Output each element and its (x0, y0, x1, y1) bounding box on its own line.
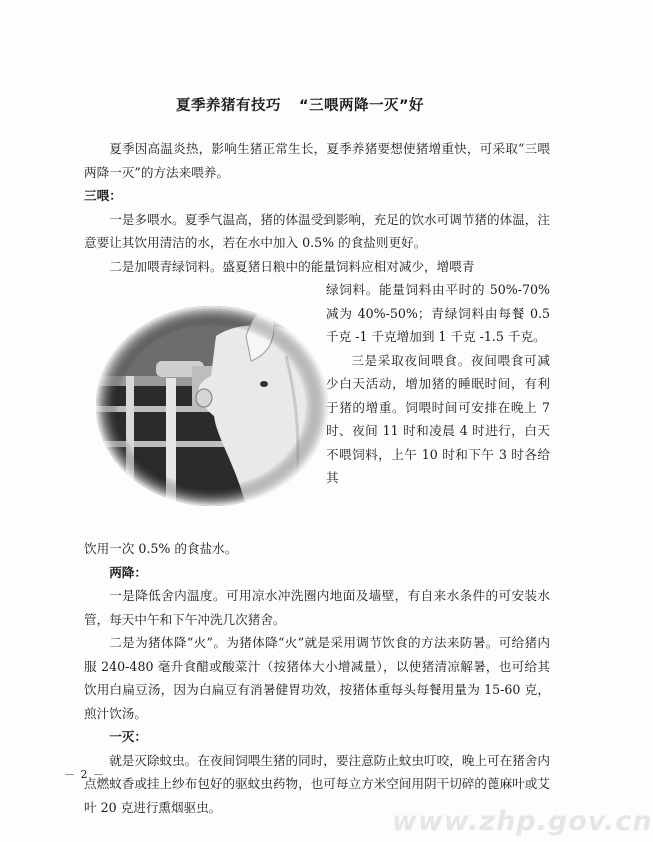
article-body (84, 137, 550, 819)
paragraph-green-feed-lead: 二是加喂青绿饲料。盛夏猪日粮中的能量饲料应相对减少，增喂青 (109, 258, 475, 274)
title-slogan: “三喂两降一灭”好 (298, 98, 425, 114)
paragraph-water: 一是多喂水。夏季气温高，猪的体温受到影响，充足的饮水可调节猪的体温，注意要让其饮用清洁的水，若在水中加入 0.5% 的食盐则更好。 (84, 211, 550, 250)
site-watermark: www.zhp.gov.cn (392, 806, 653, 837)
paragraph-green-feed-rest: 绿饲料。能量饲料由平时的 50%-70% 减为 40%-50%；青绿饲料由每餐 0.5 千克 -1 千克增加到 1 千克 -1.5 千克。 (326, 282, 550, 344)
text-column-right (326, 278, 550, 490)
paragraph-reduce-fire: 二是为猪体降“火”。为猪体降“火”就是采用调节饮食的方法来防暑。可给猪内服 240-480 毫升食醋或酸菜汁（按猪体大小增减量），以使猪清凉解暑，也可给其饮用白扁豆汤，因为白扁豆有消暑健胃功效，按猪体重每头每餐用量为 15-60 克，煎汁饮汤。 (84, 635, 550, 721)
heading-one-kill: 一灭： (109, 729, 147, 744)
paragraph-night-feeding: 三是采取夜间喂食。夜间喂食可减少白天活动，增加猪的睡眠时间，有利于猪的增重。饲喂时间可安排在晚上 7 时、夜间 11 时和凌晨 4 时进行，白天不喂饲料，上午 10 时和下午 3 时各给其 (326, 352, 550, 485)
paragraph-cool-barn: 一是降低舍内温度。可用凉水冲洗圈内地面及墙壁，有自来水条件的可安装水管，每天中午和下午冲洗几次猪舍。 (84, 588, 550, 627)
heading-two-reductions: 两降： (109, 564, 147, 580)
page-number: － 2 － (64, 768, 105, 781)
photo-wrap-block (84, 278, 550, 537)
intro-paragraph: 夏季因高温炎热，影响生猪正常生长，夏季养猪要想使猪增重快，可采取“三喂两降一灭”的方法来喂养。 (84, 141, 550, 180)
heading-three-feeds: 三喂： (84, 188, 122, 203)
page-title (0, 94, 600, 115)
pig-drinking-photo (96, 306, 328, 506)
paragraph-salt-water: 饮用一次 0.5% 的食盐水。 (84, 541, 238, 556)
title-main: 夏季养猪有技巧 (175, 98, 281, 114)
paragraph-mosquito: 就是灭除蚊虫。在夜间饲喂生猪的同时，要注意防止蚊虫叮咬，晚上可在猪舍内点燃蚊香或挂上纱布包好的驱蚊虫药物，也可每立方米空间用阴干切碎的蓖麻叶或艾叶 20 克进行熏烟驱虫。 (84, 752, 550, 815)
